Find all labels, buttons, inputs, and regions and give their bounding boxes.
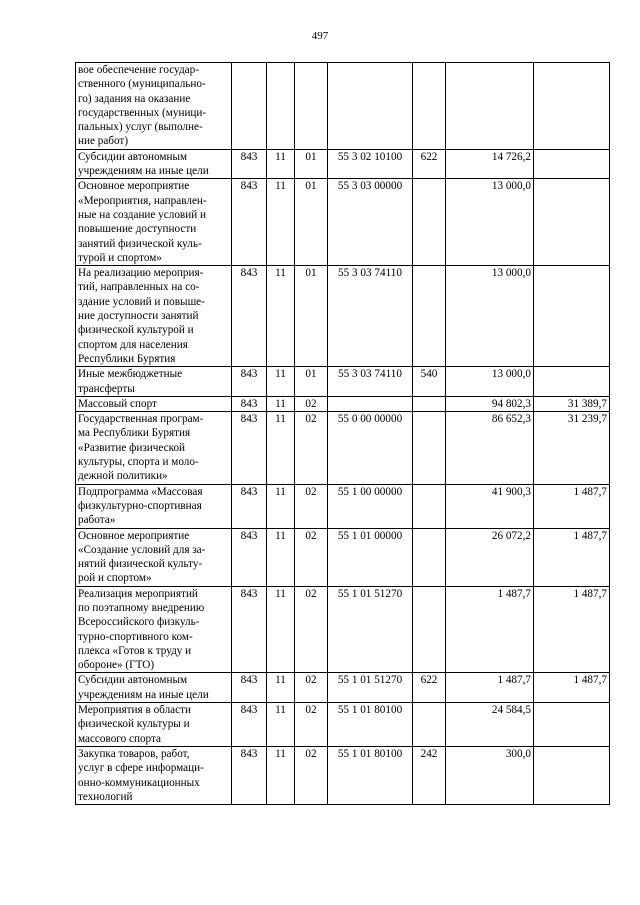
section-cell: 11 [267, 586, 295, 673]
subsection-cell: 01 [295, 266, 328, 367]
item-name-cell [76, 484, 232, 528]
target-article-cell: 55 3 03 74110 [328, 367, 413, 397]
target-article-cell: 55 1 01 80100 [328, 703, 413, 747]
item-name-line: ние работ) [78, 135, 129, 148]
amount-federal-cell [534, 179, 610, 266]
grbs-cell: 843 [232, 367, 267, 397]
item-name-cell [76, 396, 232, 411]
grbs-cell: 843 [232, 586, 267, 673]
subsection-cell: 01 [295, 367, 328, 397]
item-name-line: турно-спортивного ком- [78, 630, 193, 643]
expense-type-cell [413, 396, 446, 411]
item-name-line: занятий физической куль- [78, 237, 202, 250]
item-name-cell [76, 63, 232, 150]
table-row [76, 367, 610, 397]
item-name-line: пальных) услуг (выполне- [78, 121, 203, 134]
item-name-line: услуг в сфере информаци- [78, 762, 204, 775]
item-name-cell [76, 746, 232, 804]
target-article-cell: 55 1 01 00000 [328, 528, 413, 586]
item-name-line: массового спорта [78, 732, 161, 745]
expense-type-cell: 540 [413, 367, 446, 397]
grbs-cell: 843 [232, 149, 267, 179]
section-cell: 11 [267, 703, 295, 747]
item-name-line: Основное мероприятие [78, 529, 190, 542]
item-name-line: дежной политики» [78, 470, 168, 483]
budget-table [75, 62, 610, 805]
item-name-line: Мероприятия в области [78, 704, 191, 717]
item-name-line: На реализацию мероприя- [78, 267, 204, 280]
target-article-cell [328, 63, 413, 150]
amount-federal-cell: 1 487,7 [534, 586, 610, 673]
grbs-cell: 843 [232, 528, 267, 586]
subsection-cell: 02 [295, 746, 328, 804]
item-name-line: турой и спортом» [78, 251, 162, 264]
item-name-line: обороне» (ГТО) [78, 659, 155, 672]
section-cell: 11 [267, 484, 295, 528]
table-row [76, 63, 610, 150]
section-cell: 11 [267, 367, 295, 397]
expense-type-cell [413, 703, 446, 747]
item-name-cell [76, 266, 232, 367]
item-name-line: физической культурой и [78, 324, 194, 337]
item-name-line: по поэтапному внедрению [78, 601, 205, 614]
item-name-cell [76, 673, 232, 703]
subsection-cell: 02 [295, 396, 328, 411]
target-article-cell: 55 1 01 51270 [328, 673, 413, 703]
grbs-cell: 843 [232, 396, 267, 411]
expense-type-cell: 242 [413, 746, 446, 804]
amount-cell: 26 072,2 [446, 528, 534, 586]
item-name-line: вое обеспечение государ- [78, 64, 199, 76]
item-name-line: физкультурно-спортивная [78, 499, 202, 512]
amount-federal-cell [534, 367, 610, 397]
amount-cell: 41 900,3 [446, 484, 534, 528]
item-name-line: работа» [78, 514, 116, 527]
item-name-line: Закупка товаров, работ, [78, 747, 190, 760]
target-article-cell: 55 3 02 10100 [328, 149, 413, 179]
subsection-cell [295, 63, 328, 150]
expense-type-cell [413, 528, 446, 586]
item-name-line: нятий физической культу- [78, 558, 203, 571]
target-article-cell [328, 396, 413, 411]
grbs-cell: 843 [232, 412, 267, 484]
amount-cell: 24 584,5 [446, 703, 534, 747]
item-name-line: государственных (муници- [78, 106, 207, 119]
section-cell: 11 [267, 528, 295, 586]
grbs-cell: 843 [232, 746, 267, 804]
amount-cell: 14 726,2 [446, 149, 534, 179]
item-name-line: го) задания на оказание [78, 92, 191, 105]
item-name-line: ственного (муниципально- [78, 78, 206, 91]
item-name-cell [76, 586, 232, 673]
table-row [76, 703, 610, 747]
item-name-line: ные на создание условий и [78, 208, 206, 221]
amount-federal-cell: 31 239,7 [534, 412, 610, 484]
target-article-cell: 55 3 03 00000 [328, 179, 413, 266]
amount-federal-cell [534, 149, 610, 179]
item-name-line: «Мероприятия, направлен- [78, 194, 207, 207]
section-cell: 11 [267, 412, 295, 484]
amount-cell: 300,0 [446, 746, 534, 804]
amount-federal-cell: 1 487,7 [534, 528, 610, 586]
subsection-cell: 02 [295, 586, 328, 673]
section-cell [267, 63, 295, 150]
item-name-line: спортом для населения [78, 338, 188, 351]
amount-cell [446, 63, 534, 150]
subsection-cell: 02 [295, 703, 328, 747]
item-name-line: тий, направленных на со- [78, 281, 200, 294]
table-row [76, 412, 610, 484]
amount-cell: 13 000,0 [446, 367, 534, 397]
amount-cell: 94 802,3 [446, 396, 534, 411]
table-row [76, 396, 610, 411]
amount-cell: 86 652,3 [446, 412, 534, 484]
item-name-cell [76, 703, 232, 747]
expense-type-cell: 622 [413, 673, 446, 703]
target-article-cell: 55 1 00 00000 [328, 484, 413, 528]
section-cell: 11 [267, 746, 295, 804]
item-name-line: учреждениям на иные цели [78, 688, 209, 701]
amount-cell: 1 487,7 [446, 586, 534, 673]
section-cell: 11 [267, 179, 295, 266]
item-name-line: трансферты [78, 382, 135, 395]
item-name-line: Субсидии автономным [78, 150, 188, 163]
subsection-cell: 02 [295, 484, 328, 528]
item-name-line: Государственная програм- [78, 413, 204, 426]
expense-type-cell [413, 586, 446, 673]
grbs-cell [232, 63, 267, 150]
subsection-cell: 01 [295, 179, 328, 266]
amount-cell: 1 487,7 [446, 673, 534, 703]
amount-federal-cell: 1 487,7 [534, 673, 610, 703]
expense-type-cell [413, 266, 446, 367]
item-name-line: «Создание условий для за- [78, 543, 206, 556]
table-row [76, 149, 610, 179]
expense-type-cell [413, 63, 446, 150]
amount-cell: 13 000,0 [446, 266, 534, 367]
grbs-cell: 843 [232, 179, 267, 266]
subsection-cell: 02 [295, 412, 328, 484]
item-name-cell [76, 149, 232, 179]
item-name-line: Субсидии автономным [78, 674, 188, 687]
item-name-line: повышение доступности [78, 223, 197, 236]
item-name-line: ма Республики Бурятия [78, 427, 191, 440]
subsection-cell: 02 [295, 673, 328, 703]
amount-federal-cell: 31 389,7 [534, 396, 610, 411]
item-name-cell [76, 179, 232, 266]
item-name-line: физической культуры и [78, 718, 190, 731]
amount-cell: 13 000,0 [446, 179, 534, 266]
item-name-line: технологий [78, 790, 133, 803]
table-body [76, 63, 610, 805]
item-name-line: Массовый спорт [78, 397, 157, 410]
item-name-line: Иные межбюджетные [78, 368, 183, 381]
item-name-line: Реализация мероприятий [78, 587, 198, 600]
expense-type-cell: 622 [413, 149, 446, 179]
item-name-cell [76, 528, 232, 586]
item-name-cell [76, 367, 232, 397]
item-name-line: Основное мероприятие [78, 180, 190, 193]
subsection-cell: 01 [295, 149, 328, 179]
grbs-cell: 843 [232, 266, 267, 367]
table-row [76, 266, 610, 367]
section-cell: 11 [267, 673, 295, 703]
item-name-cell [76, 412, 232, 484]
table-row [76, 484, 610, 528]
page-number: 497 [311, 30, 329, 42]
table-row [76, 586, 610, 673]
item-name-line: культуры, спорта и моло- [78, 456, 199, 469]
item-name-line: учреждениям на иные цели [78, 165, 209, 178]
amount-federal-cell [534, 746, 610, 804]
expense-type-cell [413, 412, 446, 484]
grbs-cell: 843 [232, 484, 267, 528]
item-name-line: Всероссийского физкуль- [78, 616, 200, 629]
item-name-line: онно-коммуникационных [78, 776, 200, 789]
expense-type-cell [413, 484, 446, 528]
amount-federal-cell [534, 63, 610, 150]
table-row [76, 673, 610, 703]
amount-federal-cell [534, 703, 610, 747]
amount-federal-cell [534, 266, 610, 367]
grbs-cell: 843 [232, 673, 267, 703]
grbs-cell: 843 [232, 703, 267, 747]
target-article-cell: 55 1 01 80100 [328, 746, 413, 804]
expense-type-cell [413, 179, 446, 266]
subsection-cell: 02 [295, 528, 328, 586]
section-cell: 11 [267, 266, 295, 367]
item-name-line: здание условий и повыше- [78, 295, 205, 308]
section-cell: 11 [267, 396, 295, 411]
table-row [76, 746, 610, 804]
table-row [76, 528, 610, 586]
target-article-cell: 55 1 01 51270 [328, 586, 413, 673]
item-name-line: плекса «Готов к труду и [78, 644, 192, 657]
target-article-cell: 55 3 03 74110 [328, 266, 413, 367]
item-name-line: Подпрограмма «Массовая [78, 485, 203, 498]
amount-federal-cell: 1 487,7 [534, 484, 610, 528]
item-name-line: ние доступности занятий [78, 310, 199, 323]
target-article-cell: 55 0 00 00000 [328, 412, 413, 484]
item-name-line: Республики Бурятия [78, 352, 176, 365]
item-name-line: рой и спортом» [78, 572, 152, 585]
item-name-line: «Развитие физической [78, 441, 186, 454]
table-row [76, 179, 610, 266]
section-cell: 11 [267, 149, 295, 179]
